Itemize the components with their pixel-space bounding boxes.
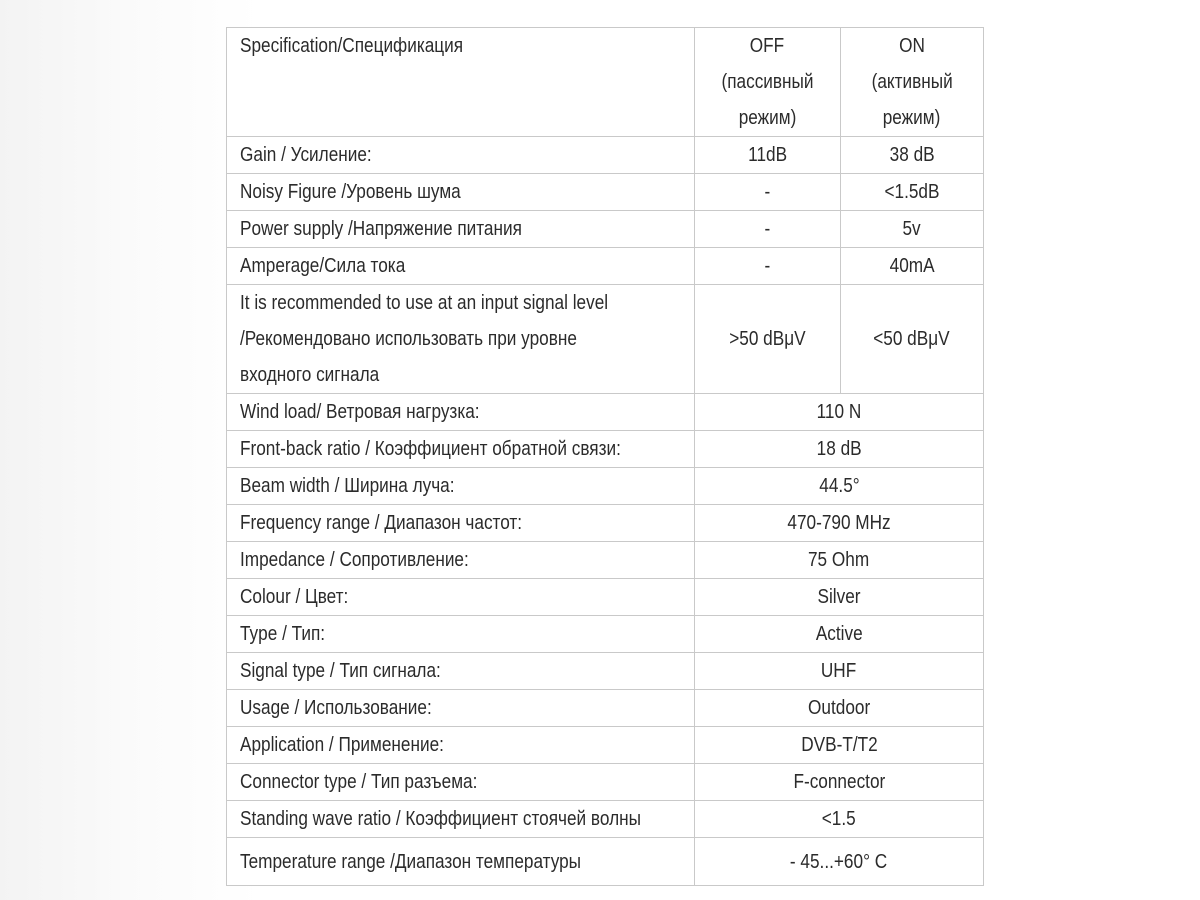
row-on-value-cell [840,285,983,394]
specification-table-container [226,27,984,881]
table-row-power-supply [227,211,984,248]
table-row-connector-type [227,764,984,801]
row-label: Connector type / Тип разъема: [240,771,478,793]
table-row-amperage [227,248,984,285]
row-label: Impedance / Сопротивление: [240,549,469,571]
header-on-cell [840,28,983,137]
row-value: <1.5 [822,808,856,830]
row-label: Gain / Усиление: [240,144,372,166]
row-off-value: - [764,255,771,277]
row-label-cell [227,579,695,616]
header-on-title: ON [898,35,925,57]
row-label: Signal type / Тип сигнала: [240,660,441,682]
table-row-usage [227,690,984,727]
row-value-cell [695,838,984,886]
row-off-value: >50 dBμV [729,328,806,350]
header-off-title: OFF [750,35,785,57]
row-off-value: - [764,218,771,240]
row-value-cell [695,727,984,764]
row-value-cell [695,690,984,727]
row-value: 75 Ohm [808,549,870,571]
row-label-cell [227,431,695,468]
row-label-cell [227,653,695,690]
row-on-value-cell [840,211,983,248]
row-on-value: 5v [902,218,921,240]
row-label: Amperage/Сила тока [240,255,406,277]
table-row-wind-load [227,394,984,431]
table-row-front-back-ratio [227,431,984,468]
table-row-signal-type [227,653,984,690]
row-label-cell [227,838,695,886]
row-label-cell [227,394,695,431]
row-label: Temperature range /Диапазон температуры [240,850,582,873]
header-on-mode: (активный [871,71,953,93]
table-row-impedance [227,542,984,579]
row-value: F-connector [793,771,885,793]
row-label-cell [227,468,695,505]
header-off-cell [695,28,840,137]
table-row-recommended-level [227,285,984,394]
table-row-beam-width [227,468,984,505]
table-row-temperature-range [227,838,984,886]
row-off-value-cell [695,248,840,285]
row-label-cell [227,616,695,653]
row-value: - 45...+60° C [790,850,888,873]
row-label: Beam width / Ширина луча: [240,475,455,497]
row-off-value-cell [695,285,840,394]
table-row-noise [227,174,984,211]
row-label-line-1: It is recommended to use at an input signal level [240,292,609,314]
row-label: Frequency range / Диапазон частот: [240,512,523,534]
table-row-standing-wave-ratio [227,801,984,838]
row-value: 18 dB [816,438,862,460]
row-on-value: <50 dBμV [873,328,950,350]
header-off-mode: (пассивный [721,71,814,93]
row-off-value-cell [695,211,840,248]
row-on-value: <1.5dB [884,181,940,203]
table-row-colour [227,579,984,616]
row-value-cell [695,505,984,542]
row-label-cell [227,764,695,801]
row-off-value: 11dB [747,144,787,166]
table-row-type [227,616,984,653]
row-value-cell [695,764,984,801]
row-value: 110 N [816,401,862,423]
row-label-cell [227,137,695,174]
row-value: Outdoor [807,697,871,719]
row-label: Wind load/ Ветровая нагрузка: [240,401,480,423]
table-header-row [227,28,984,137]
table-row-gain [227,137,984,174]
row-value: 470-790 MHz [787,512,891,534]
row-value-cell [695,801,984,838]
row-off-value-cell [695,174,840,211]
row-value-cell [695,653,984,690]
row-label: Front-back ratio / Коэффициент обратной связи: [240,438,621,460]
row-label-cell [227,505,695,542]
row-value-cell [695,542,984,579]
header-specification-label: Specification/Спецификация [240,35,464,57]
row-value: Silver [817,586,861,608]
row-on-value-cell [840,248,983,285]
row-value: Active [815,623,863,645]
row-value: DVB-T/T2 [800,734,878,756]
row-on-value: 40mA [889,255,935,277]
row-label: Application / Применение: [240,734,444,756]
row-label-cell [227,690,695,727]
specification-table [226,27,984,886]
row-label-cell [227,174,695,211]
row-label-cell [227,801,695,838]
row-value-cell [695,431,984,468]
row-value-cell [695,579,984,616]
row-label-line-3: входного сигнала [240,364,380,386]
row-value-cell [695,616,984,653]
row-off-value-cell [695,137,840,174]
row-label: Colour / Цвет: [240,586,349,608]
table-row-frequency-range [227,505,984,542]
row-label-cell [227,542,695,579]
row-off-value: - [764,181,771,203]
row-value: UHF [821,660,857,682]
table-row-application [227,727,984,764]
row-value-cell [695,394,984,431]
row-label-cell [227,211,695,248]
header-off-mode-end: режим) [738,107,797,129]
row-value: 44.5° [818,475,860,497]
row-on-value: 38 dB [889,144,935,166]
row-label: Noisy Figure /Уровень шума [240,181,461,203]
row-label: Type / Тип: [240,623,326,645]
row-label: Power supply /Напряжение питания [240,218,522,240]
row-label-cell [227,727,695,764]
header-specification-cell [227,28,695,137]
row-label-cell [227,248,695,285]
row-label-cell [227,285,695,394]
row-label: Standing wave ratio / Коэффициент стоячей волны [240,808,641,830]
row-value-cell [695,468,984,505]
row-label-line-2: /Рекомендовано использовать при уровне [240,328,577,350]
row-label: Usage / Использование: [240,697,432,719]
row-on-value-cell [840,174,983,211]
row-on-value-cell [840,137,983,174]
header-on-mode-end: режим) [882,107,941,129]
